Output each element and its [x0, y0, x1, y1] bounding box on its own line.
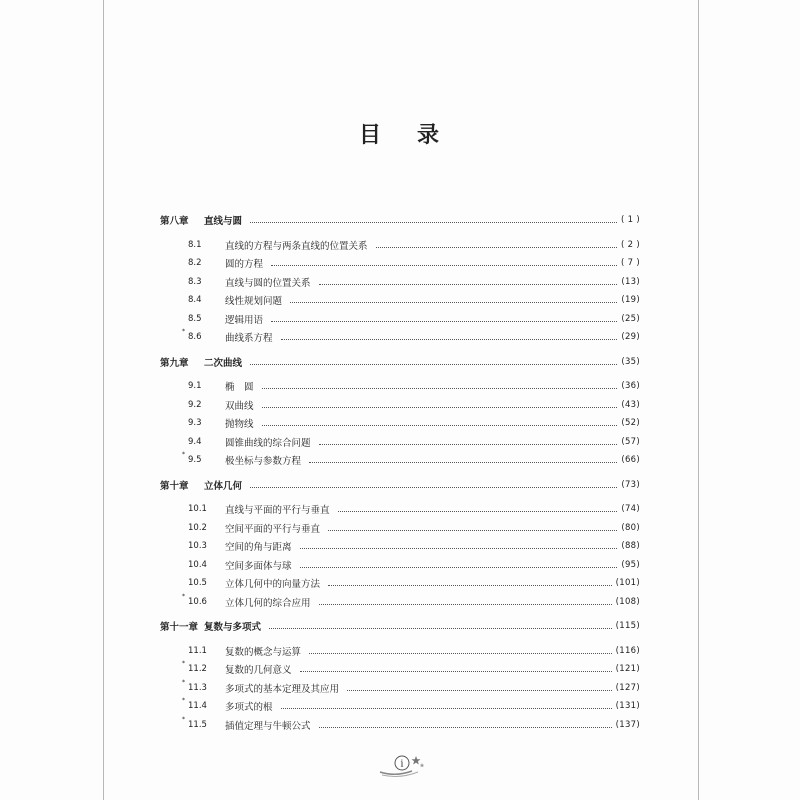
toc-section-row [160, 660, 640, 679]
toc-section-row [160, 291, 640, 310]
leader-dots [281, 338, 618, 340]
optional-star-mark: * [182, 715, 185, 723]
page-title [0, 118, 800, 149]
section-number-text: 10.1 [188, 504, 207, 515]
section-number [188, 560, 225, 570]
optional-star-mark: * [182, 678, 185, 686]
section-number-text: 11.2 [188, 664, 207, 675]
toc-section-row [160, 396, 640, 415]
toc-section-row [160, 273, 640, 292]
section-number [182, 660, 225, 675]
chapter-title: 立体几何 [204, 480, 243, 492]
leader-dots [250, 221, 617, 223]
section-number [188, 381, 225, 391]
page-number-ornament [378, 752, 428, 778]
toc-section-row [160, 500, 640, 519]
small-star-icon [420, 763, 425, 767]
section-number-text: 8.1 [188, 239, 202, 250]
section-number-text: 11.4 [188, 701, 207, 712]
section-number [182, 592, 225, 607]
section-title: 直线的方程与两条直线的位置关系 [225, 240, 368, 252]
chapter-page: (73) [621, 479, 640, 490]
section-number-text: 10.4 [188, 559, 207, 570]
toc-chapter-row [160, 476, 640, 495]
section-number-text: 11.1 [188, 645, 207, 656]
section-title: 空间平面的平行与垂直 [225, 523, 321, 535]
section-page: (131) [615, 701, 640, 712]
chapter-page: ( 1 ) [621, 215, 640, 226]
section-page: (25) [621, 313, 640, 324]
section-number [188, 400, 225, 410]
section-number [188, 541, 225, 551]
section-page: (108) [615, 596, 640, 607]
star-icon [412, 756, 421, 765]
optional-star-mark: * [182, 660, 185, 668]
section-number [188, 295, 225, 305]
section-page: (13) [621, 276, 640, 287]
leader-dots [300, 670, 612, 672]
leader-dots [347, 689, 612, 691]
section-number [188, 240, 225, 250]
section-number [188, 314, 225, 324]
chapter-title: 复数与多项式 [204, 622, 262, 634]
toc-section-row [160, 593, 640, 612]
toc-section-row [160, 451, 640, 470]
toc-section-row [160, 414, 640, 433]
title-char-2: 录 [417, 122, 442, 148]
leader-dots [328, 584, 612, 586]
leader-dots [319, 603, 612, 605]
leader-dots [338, 510, 618, 512]
section-title: 圆的方程 [225, 259, 264, 271]
swoosh-decoration [380, 771, 412, 774]
leader-dots [262, 406, 618, 408]
section-title: 立体几何的综合应用 [225, 597, 311, 609]
section-title: 圆锥曲线的综合问题 [225, 437, 311, 449]
section-number [182, 678, 225, 693]
toc-section-row [160, 328, 640, 347]
leader-dots [319, 283, 618, 285]
section-page: (137) [615, 719, 640, 730]
toc-section-row [160, 254, 640, 273]
toc-section-row [160, 574, 640, 593]
toc-section-row [160, 236, 640, 255]
section-number [182, 451, 225, 466]
section-number [182, 328, 225, 343]
chapter-page: (115) [615, 621, 640, 632]
section-title: 立体几何中的向量方法 [225, 579, 321, 591]
section-number-text: 8.3 [188, 276, 202, 287]
chapter-title: 二次曲线 [204, 357, 243, 369]
section-number [188, 258, 225, 268]
section-title: 双曲线 [225, 400, 254, 412]
toc-section-row [160, 433, 640, 452]
leader-dots [271, 320, 617, 322]
section-title: 空间的角与距离 [225, 542, 292, 554]
section-page: (95) [621, 559, 640, 570]
section-number [188, 578, 225, 588]
chapter-number: 第八章 [160, 216, 189, 228]
section-number-text: 9.4 [188, 436, 202, 447]
toc-section-row [160, 716, 640, 735]
section-number-text: 8.5 [188, 313, 202, 324]
section-page: (116) [615, 645, 640, 656]
page-number: i [400, 759, 404, 770]
section-page: (52) [621, 418, 640, 429]
leader-dots [271, 264, 617, 266]
leader-dots [300, 547, 618, 549]
chapter-number: 第九章 [160, 357, 189, 369]
leader-dots [281, 707, 612, 709]
section-title: 空间多面体与球 [225, 560, 292, 572]
leader-dots [250, 486, 617, 488]
section-number [188, 418, 225, 428]
section-number [188, 504, 225, 514]
section-number-text: 10.6 [188, 596, 207, 607]
section-page: ( 2 ) [621, 239, 640, 250]
leader-dots [309, 461, 617, 463]
section-number-text: 9.2 [188, 399, 202, 410]
toc-section-row [160, 556, 640, 575]
section-page: (80) [621, 522, 640, 533]
section-number [188, 646, 225, 656]
section-number-text: 9.5 [188, 455, 202, 466]
section-number-text: 8.2 [188, 258, 202, 269]
section-page: (43) [621, 399, 640, 410]
toc-section-row [160, 519, 640, 538]
section-number [188, 437, 225, 447]
chapter-page: (35) [621, 356, 640, 367]
optional-star-mark: * [182, 592, 185, 600]
section-title: 曲线系方程 [225, 333, 273, 345]
section-number-text: 9.3 [188, 418, 202, 429]
section-title: 多项式的根 [225, 702, 273, 714]
toc-section-row [160, 310, 640, 329]
section-title: 插值定理与牛顿公式 [225, 720, 311, 732]
leader-dots [319, 443, 618, 445]
section-page: (88) [621, 541, 640, 552]
section-title: 复数的几何意义 [225, 665, 292, 677]
leader-dots [262, 387, 618, 389]
section-page: ( 7 ) [621, 258, 640, 269]
leader-dots [376, 246, 618, 248]
toc-chapter-row [160, 353, 640, 372]
toc-chapter-row [160, 211, 640, 230]
section-number-text: 8.4 [188, 295, 202, 306]
section-number-text: 8.6 [188, 332, 202, 343]
table-of-contents [160, 211, 640, 734]
toc-section-row [160, 697, 640, 716]
chapter-title: 直线与圆 [204, 216, 243, 228]
section-page: (29) [621, 332, 640, 343]
leader-dots [262, 424, 618, 426]
section-page: (36) [621, 381, 640, 392]
section-title: 直线与圆的位置关系 [225, 277, 311, 289]
section-number-text: 11.5 [188, 719, 207, 730]
section-number-text: 10.3 [188, 541, 207, 552]
section-number [182, 715, 225, 730]
section-title: 极坐标与参数方程 [225, 456, 302, 468]
section-title: 多项式的基本定理及其应用 [225, 683, 340, 695]
optional-star-mark: * [182, 328, 185, 336]
section-title: 直线与平面的平行与垂直 [225, 505, 330, 517]
leader-dots [319, 726, 612, 728]
section-number-text: 10.5 [188, 578, 207, 589]
section-number-text: 9.1 [188, 381, 202, 392]
section-number [188, 523, 225, 533]
title-char-1: 目 [358, 122, 383, 148]
leader-dots [328, 529, 617, 531]
section-page: (57) [621, 436, 640, 447]
section-page: (101) [615, 578, 640, 589]
section-title: 抛物线 [225, 419, 254, 431]
optional-star-mark: * [182, 697, 185, 705]
leader-dots [290, 301, 617, 303]
chapter-number: 第十一章 [160, 622, 199, 634]
leader-dots [250, 363, 617, 365]
leader-dots [309, 652, 612, 654]
section-title: 逻辑用语 [225, 314, 264, 326]
section-number-text: 10.2 [188, 522, 207, 533]
leader-dots [300, 566, 618, 568]
section-page: (121) [615, 664, 640, 675]
section-page: (74) [621, 504, 640, 515]
toc-chapter-row [160, 617, 640, 636]
toc-section-row [160, 537, 640, 556]
section-title: 复数的概念与运算 [225, 646, 302, 658]
section-page: (127) [615, 682, 640, 693]
section-page: (19) [621, 295, 640, 306]
toc-section-row [160, 642, 640, 661]
chapter-number: 第十章 [160, 480, 189, 492]
section-number-text: 11.3 [188, 682, 207, 693]
section-title: 线性规划问题 [225, 296, 283, 308]
optional-star-mark: * [182, 451, 185, 459]
leader-dots [269, 627, 612, 629]
section-number [182, 697, 225, 712]
toc-section-row [160, 377, 640, 396]
section-title: 椭 圆 [225, 382, 254, 394]
section-number [188, 277, 225, 287]
toc-section-row [160, 679, 640, 698]
section-page: (66) [621, 455, 640, 466]
